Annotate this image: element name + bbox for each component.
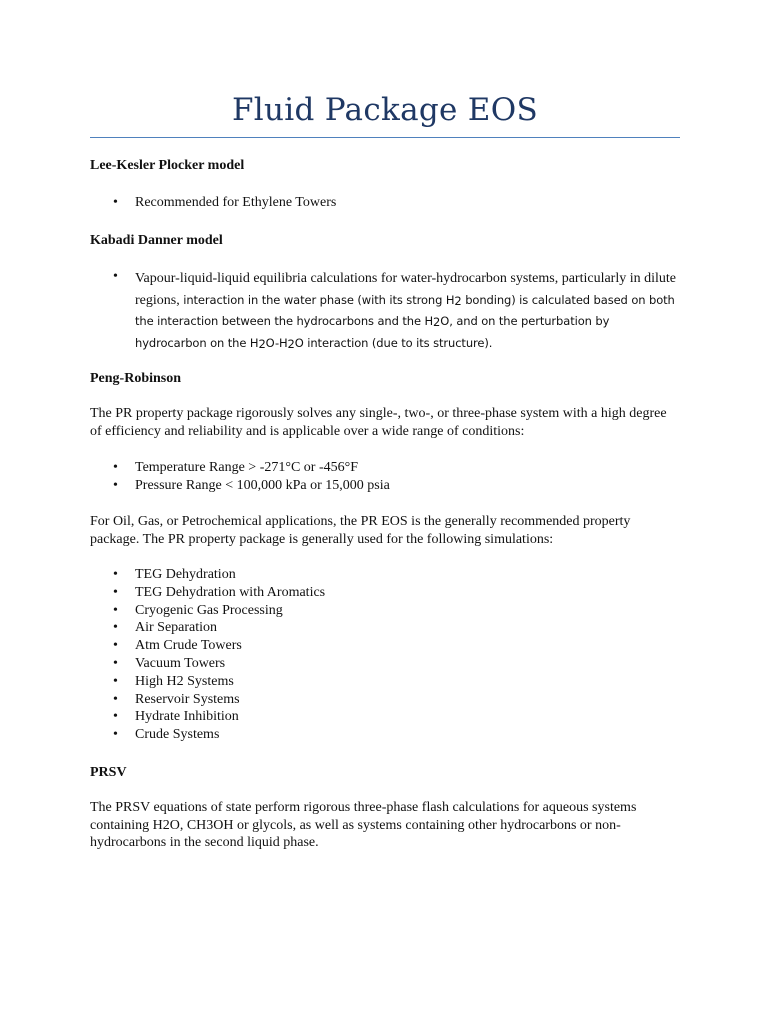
list-item-text: Reservoir Systems xyxy=(135,691,240,707)
bullet-marker: • xyxy=(113,673,118,689)
list-item xyxy=(90,459,680,477)
kd-text-sans-3: O, and on the perturbation by hydrocarbon on the H xyxy=(135,314,610,350)
list-item xyxy=(90,655,680,673)
list-item xyxy=(90,602,680,620)
list-item-text: Vacuum Towers xyxy=(135,655,226,671)
bullet-marker: • xyxy=(113,195,118,210)
kd-text-sans-1: interaction in the water phase (with its strong H xyxy=(183,292,455,307)
kd-text-sans-4: O-H xyxy=(265,335,288,350)
bullet-marker: • xyxy=(113,567,118,582)
list-item-text: Hydrate Inhibition xyxy=(135,709,239,725)
bullet-marker: • xyxy=(113,620,118,636)
subscript-2: 2 xyxy=(258,336,266,351)
bullet-marker: • xyxy=(113,477,118,493)
bullet-marker: • xyxy=(113,602,118,618)
pr-application-paragraph: For Oil, Gas, or Petrochemical applications, the PR EOS is the generally recommended property package. The PR property package is generally used for the following simulations: xyxy=(90,514,631,547)
list-item xyxy=(90,566,680,584)
list-item xyxy=(90,726,680,744)
bullet-marker: • xyxy=(113,638,118,654)
kd-bullet-text xyxy=(135,269,680,354)
subscript-2: 2 xyxy=(287,336,295,351)
bullet-marker: • xyxy=(113,460,118,475)
kd-text-sans-2: bonding) is calculated based on both the interaction between the hydrocarbons and the H xyxy=(135,292,675,328)
heading-lee-kesler: Lee-Kesler Plocker model xyxy=(90,158,245,173)
pr-simulation-list xyxy=(90,566,680,744)
list-item-text: Atm Crude Towers xyxy=(135,638,242,654)
list-item-text: Crude Systems xyxy=(135,727,220,743)
list-item xyxy=(90,194,680,212)
heading-peng-robinson: Peng-Robinson xyxy=(90,371,182,386)
list-item-text: Cryogenic Gas Processing xyxy=(135,602,283,618)
bullet-marker: • xyxy=(113,709,118,725)
list-item-text: TEG Dehydration with Aromatics xyxy=(135,584,326,600)
bullet-marker: • xyxy=(113,691,118,707)
list-item xyxy=(90,673,680,691)
page-title: Fluid Package EOS xyxy=(231,92,538,128)
heading-prsv: PRSV xyxy=(90,765,127,780)
subscript-2: 2 xyxy=(433,315,441,329)
prsv-paragraph: The PRSV equations of state perform rigorous three-phase flash calculations for aqueous systems containing H2O, CH3OH or glycols, as well as systems containing other hydrocarbons or non-hydrocarbons in the second liquid phase. xyxy=(90,800,637,850)
pr-intro-paragraph: The PR property package rigorously solves any single-, two-, or three-phase system with a high degree of efficiency and reliability and is applicable over a wide range of conditions: xyxy=(90,406,667,439)
bullet-marker: • xyxy=(113,727,118,743)
list-item xyxy=(90,637,680,655)
bullet-marker: • xyxy=(113,269,118,284)
title-underline xyxy=(90,137,680,138)
lkp-bullet-list xyxy=(90,194,680,212)
list-item-text: Recommended for Ethylene Towers xyxy=(135,195,337,210)
kd-text-sans-5: O interaction (due to its structure). xyxy=(294,335,493,350)
bullet-marker: • xyxy=(113,655,118,671)
kd-text-serif: Vapour-liquid-liquid equilibria calculations for water-hydrocarbon systems, particularly in dilute regions, xyxy=(135,271,677,308)
kd-bullet xyxy=(90,269,680,354)
list-item-text: Air Separation xyxy=(135,620,218,636)
list-item xyxy=(90,708,680,726)
list-item xyxy=(90,584,680,602)
list-item-text: Pressure Range < 100,000 kPa or 15,000 psia xyxy=(135,477,390,493)
subscript-2: 2 xyxy=(454,293,462,308)
list-item-text: TEG Dehydration xyxy=(135,567,236,582)
heading-kabadi-danner: Kabadi Danner model xyxy=(90,233,223,248)
list-item xyxy=(90,691,680,709)
list-item xyxy=(90,619,680,637)
list-item xyxy=(90,477,680,495)
pr-range-list xyxy=(90,459,680,495)
bullet-marker: • xyxy=(113,584,118,600)
list-item-text: High H2 Systems xyxy=(135,673,234,689)
list-item-text: Temperature Range > -271°C or -456°F xyxy=(135,460,359,475)
